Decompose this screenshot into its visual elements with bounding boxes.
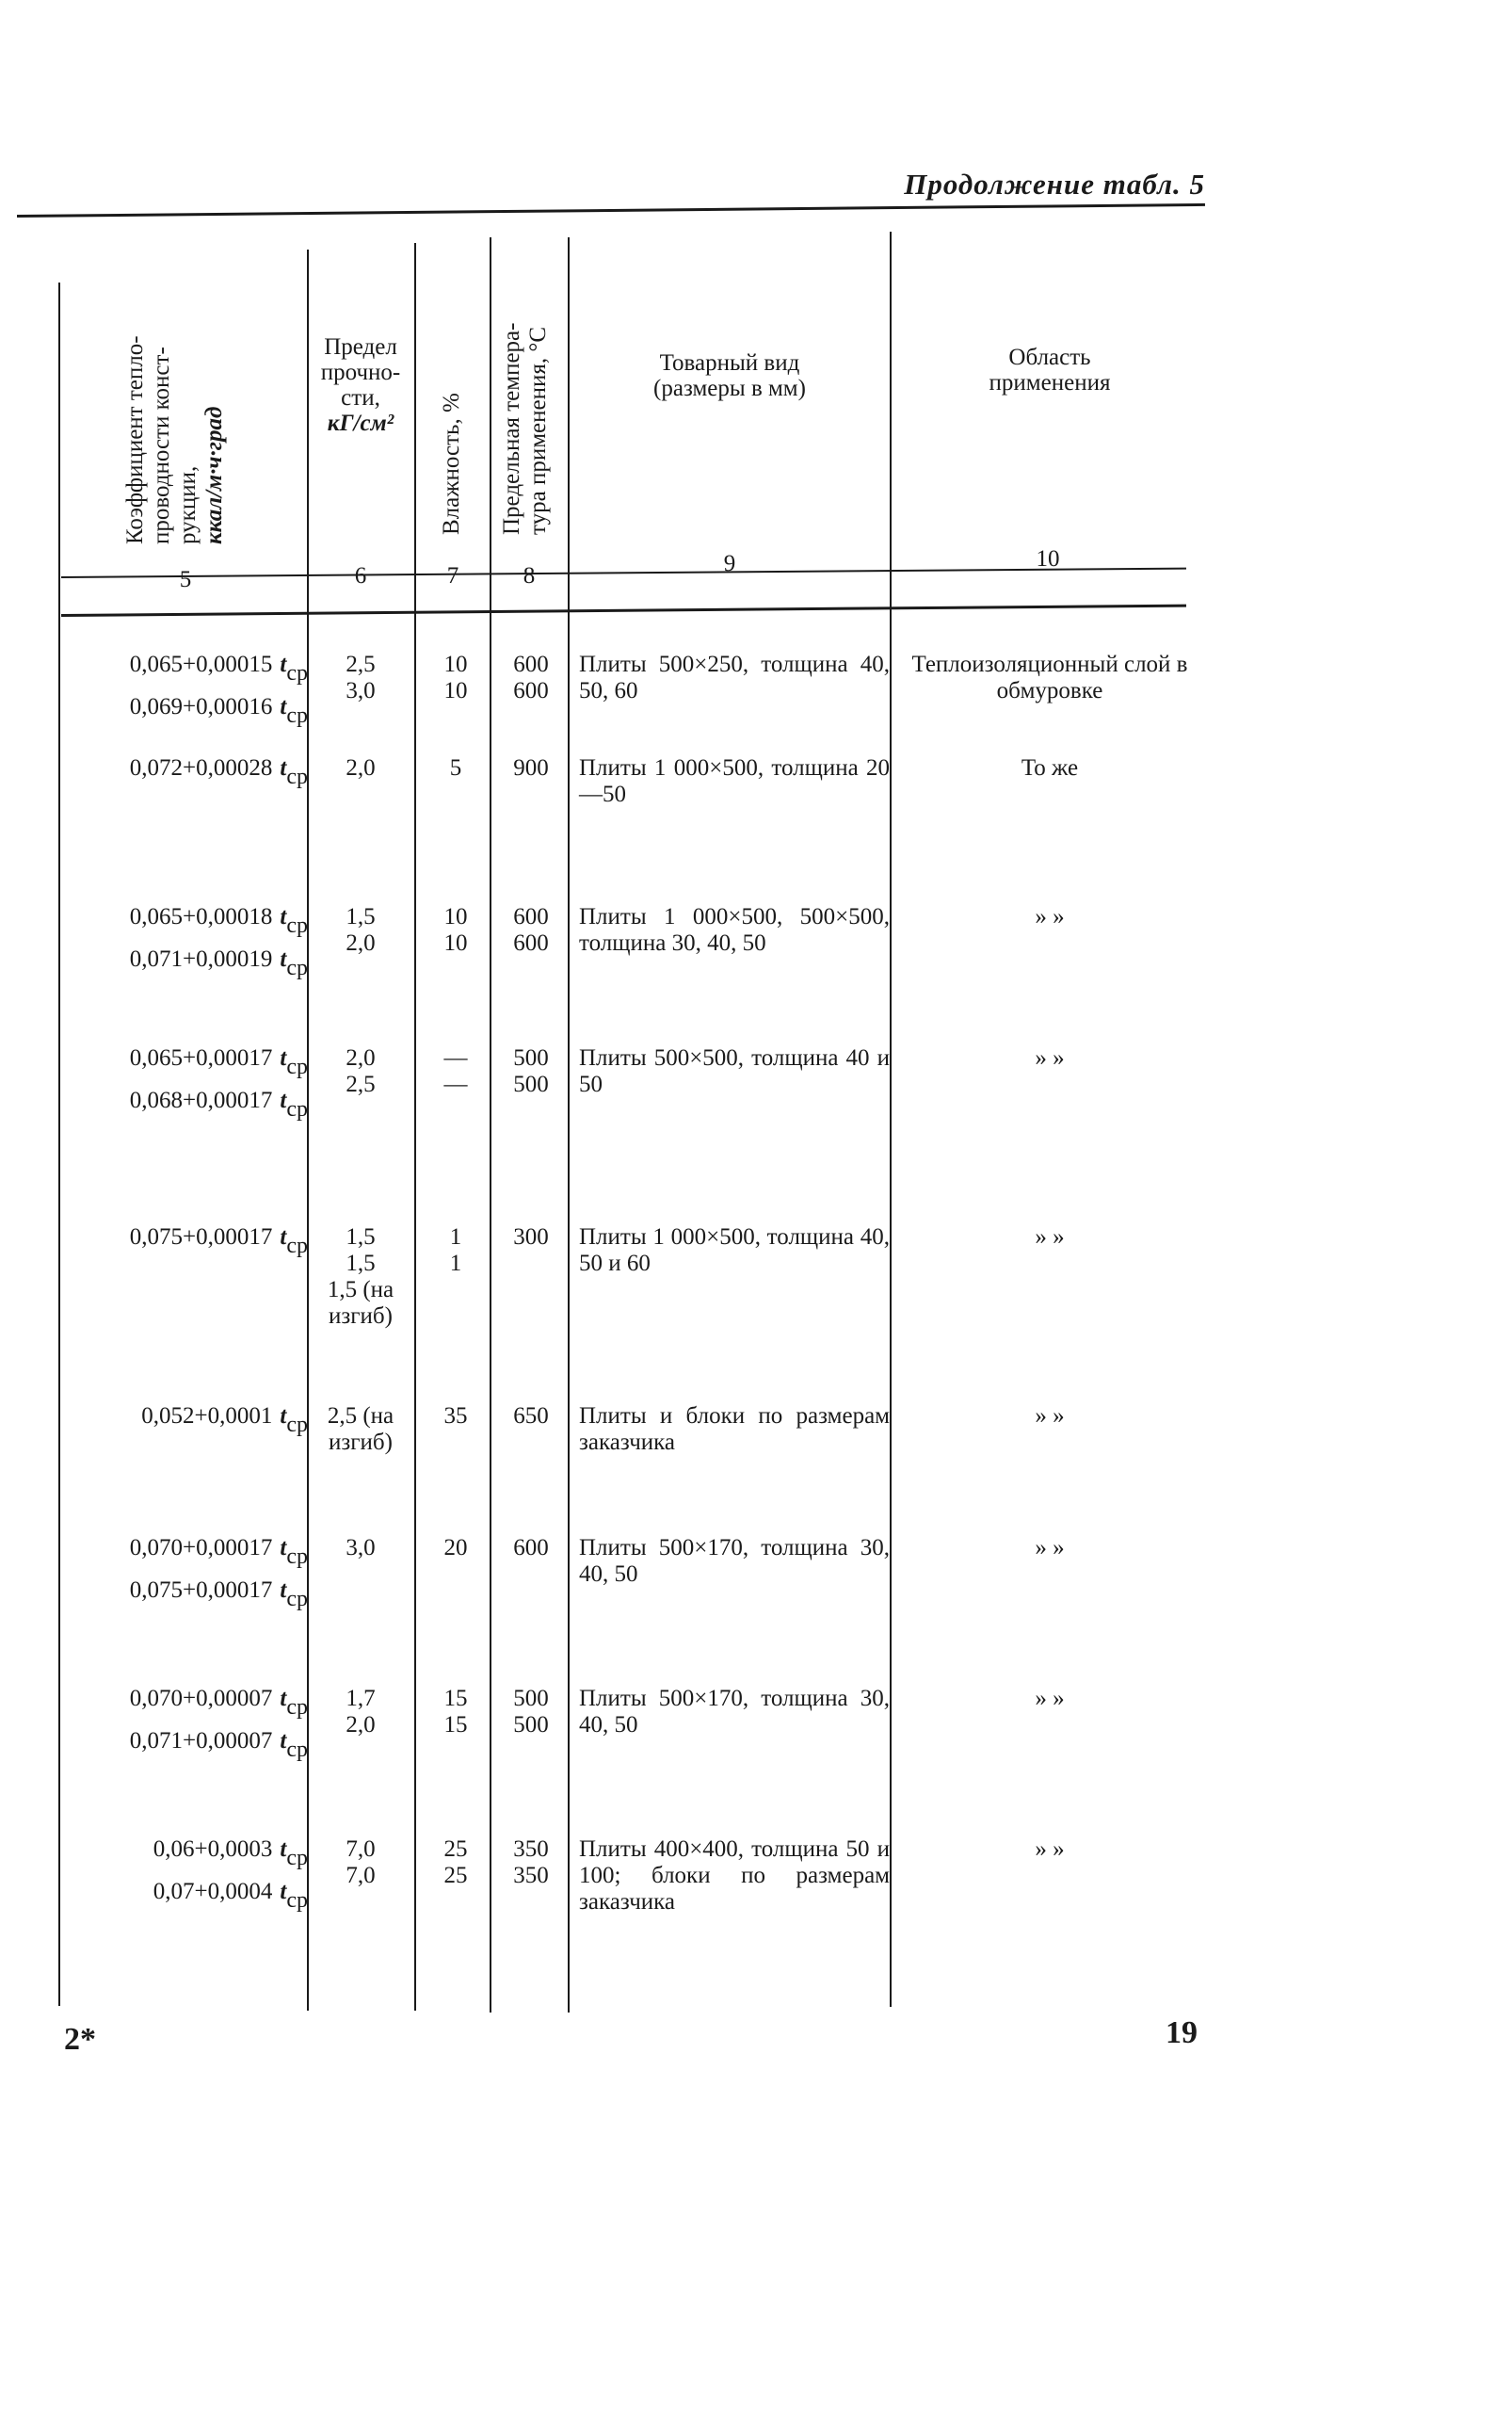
humidity-cell: 20 (443, 1535, 468, 1560)
strength-cell: 2,5 (на изгиб) (327, 1403, 394, 1455)
heat-conductivity-cell: 0,065+0,00015 tср 0,069+0,00016 tср (129, 652, 308, 728)
column-rule-6-7 (414, 243, 416, 2011)
product-form-cell: Плиты 400×400, толщина 50 и 100; блоки по размерам заказчика (579, 1836, 890, 1915)
header-product-form: Товарный вид (размеры в мм) (653, 350, 806, 401)
product-form-cell: Плиты 500×170, толщина 30, 40, 50 (579, 1535, 890, 1587)
heat-conductivity-cell: 0,075+0,00017 tср (129, 1224, 308, 1258)
humidity-cell: 10 10 (443, 652, 468, 703)
table-top-rule (17, 203, 1205, 218)
application-cell: » » (1035, 904, 1065, 930)
column-rule-left (58, 283, 60, 2006)
heat-conductivity-cell: 0,065+0,00018 tср 0,071+0,00019 tср (129, 904, 308, 980)
humidity-cell: 5 (449, 755, 462, 781)
product-form-cell: Плиты и блоки по размерам заказчика (579, 1403, 890, 1455)
product-form-cell: Плиты 1 000×500, 500×500, толщина 30, 40, 50 (579, 904, 890, 956)
humidity-cell: 15 15 (443, 1686, 468, 1738)
strength-cell: 1,5 1,5 1,5 (на изгиб) (327, 1224, 394, 1329)
header-humidity: Влажность, % (439, 393, 464, 535)
application-cell: Теплоизоляционный слой в обмуровке (911, 652, 1188, 703)
application-cell: » » (1035, 1403, 1065, 1429)
page-number: 19 (1166, 2015, 1198, 2050)
column-number-10: 10 (1036, 546, 1060, 572)
product-form-cell: Плиты 1 000×500, толщина 40, 50 и 60 (579, 1224, 890, 1276)
header-bottom-rule (61, 605, 1186, 617)
max-temperature-cell: 600 (513, 1535, 549, 1560)
header-max-temperature: Предельная темпера- тура применения, °С (499, 322, 551, 535)
signature-mark: 2* (64, 2022, 96, 2057)
humidity-cell: — — (443, 1045, 468, 1097)
humidity-cell: 35 (443, 1403, 468, 1429)
application-cell: » » (1035, 1686, 1065, 1711)
application-cell: » » (1035, 1836, 1065, 1862)
max-temperature-cell: 600 600 (513, 652, 549, 703)
table-continuation-caption: Продолжение табл. 5 (904, 168, 1205, 201)
heat-conductivity-cell: 0,06+0,0003 tср 0,07+0,0004 tср (153, 1836, 308, 1913)
column-number-7: 7 (446, 563, 459, 589)
humidity-cell: 1 1 (449, 1224, 462, 1276)
heat-conductivity-cell: 0,070+0,00007 tср 0,071+0,00007 tср (129, 1686, 308, 1762)
product-form-cell: Плиты 500×250, толщина 40, 50, 60 (579, 652, 890, 703)
header-heat-conductivity: Коэффициент тепло- проводности конст- рукции, ккал/м·ч·град (122, 335, 227, 544)
product-form-cell: Плиты 500×500, толщина 40 и 50 (579, 1045, 890, 1097)
strength-cell: 1,5 2,0 (346, 904, 376, 956)
strength-cell: 7,0 7,0 (346, 1836, 376, 1888)
heat-conductivity-cell: 0,072+0,00028 tср (129, 755, 308, 789)
product-form-cell: Плиты 1 000×500, толщина 20—50 (579, 755, 890, 807)
strength-cell: 2,5 3,0 (346, 652, 376, 703)
max-temperature-cell: 600 600 (513, 904, 549, 956)
application-cell: » » (1035, 1535, 1065, 1560)
max-temperature-cell: 650 (513, 1403, 549, 1429)
max-temperature-cell: 500 500 (513, 1045, 549, 1097)
header-application: Область применения (989, 345, 1111, 396)
strength-cell: 3,0 (346, 1535, 376, 1560)
max-temperature-cell: 350 350 (513, 1836, 549, 1888)
heat-conductivity-cell: 0,070+0,00017 tср 0,075+0,00017 tср (129, 1535, 308, 1611)
header-strength: Предел прочно- сти, кГ/см² (320, 334, 401, 436)
strength-cell: 2,0 2,5 (346, 1045, 376, 1097)
column-rule-8-9 (568, 237, 570, 2013)
strength-cell: 1,7 2,0 (346, 1686, 376, 1738)
column-number-5: 5 (179, 567, 192, 592)
column-rule-9-10 (890, 232, 892, 2007)
column-number-9: 9 (723, 551, 736, 576)
application-cell: » » (1035, 1045, 1065, 1071)
max-temperature-cell: 500 500 (513, 1686, 549, 1738)
application-cell: » » (1035, 1224, 1065, 1250)
max-temperature-cell: 900 (513, 755, 549, 781)
product-form-cell: Плиты 500×170, толщина 30, 40, 50 (579, 1686, 890, 1738)
heat-conductivity-cell: 0,052+0,0001 tср (141, 1403, 308, 1437)
column-number-6: 6 (354, 563, 367, 589)
heat-conductivity-cell: 0,065+0,00017 tср 0,068+0,00017 tср (129, 1045, 308, 1122)
humidity-cell: 25 25 (443, 1836, 468, 1888)
application-cell: То же (1021, 755, 1079, 781)
column-number-8: 8 (523, 563, 536, 589)
strength-cell: 2,0 (346, 755, 376, 781)
column-rule-7-8 (490, 237, 491, 2013)
max-temperature-cell: 300 (513, 1224, 549, 1250)
humidity-cell: 10 10 (443, 904, 468, 956)
